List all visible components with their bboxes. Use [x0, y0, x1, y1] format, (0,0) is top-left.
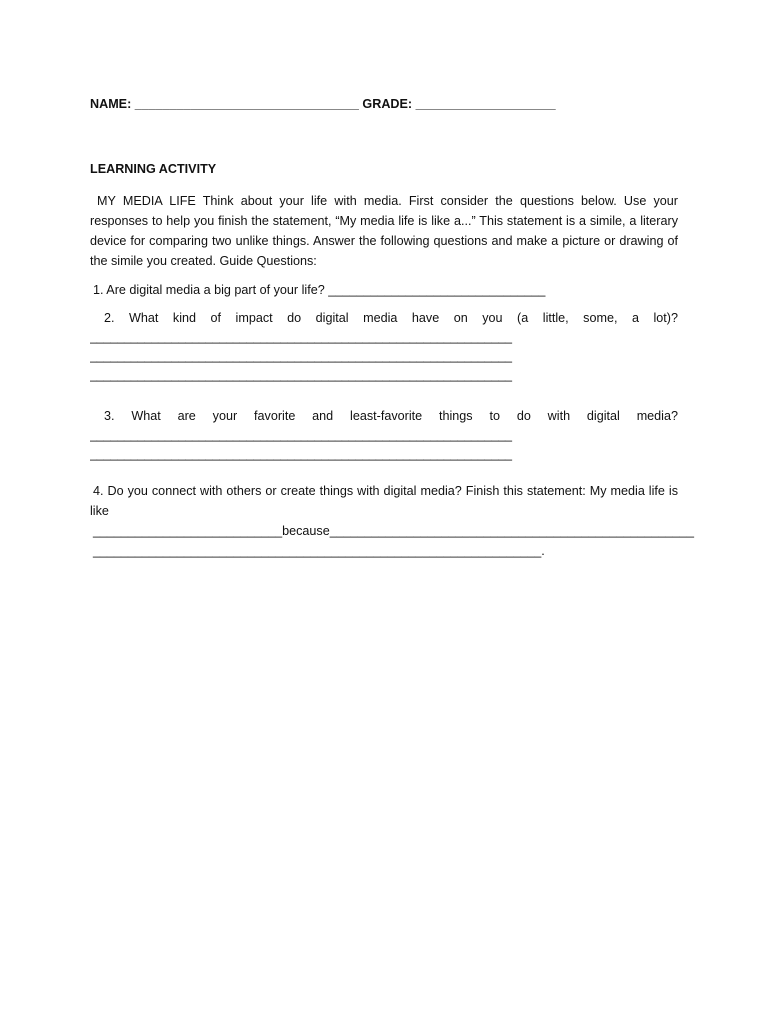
- grade-label: GRADE:: [362, 97, 413, 111]
- question-4-text: 4. Do you connect with others or create things with digital media? Finish this statement: My media life is like: [90, 484, 678, 518]
- question-1-text: 1. Are digital media a big part of your life?: [93, 283, 325, 297]
- because-label: because: [282, 524, 330, 538]
- question-1: [90, 280, 678, 300]
- section-title: LEARNING ACTIVITY: [90, 162, 217, 176]
- question-3-text: 3. What are your favorite and least-favorite things to do with digital media?: [104, 409, 678, 423]
- question-2-answer-line[interactable]: ______________________________________________________________: [90, 330, 512, 344]
- name-field[interactable]: ________________________________: [134, 97, 359, 111]
- question-4-simile-field[interactable]: ___________________________: [93, 524, 283, 538]
- question-2: [90, 308, 678, 385]
- question-4: [90, 481, 694, 561]
- grade-field[interactable]: ____________________: [415, 97, 556, 111]
- question-2-answer-line[interactable]: ______________________________________________________________: [90, 368, 512, 382]
- header-row: [90, 94, 678, 114]
- question-3-answer-line[interactable]: ______________________________________________________________: [90, 447, 512, 461]
- question-2-answer-line[interactable]: ______________________________________________________________: [90, 349, 512, 363]
- question-4-reason-field[interactable]: ____________________________________________________: [329, 524, 694, 538]
- question-1-answer-field[interactable]: _______________________________: [328, 283, 546, 297]
- question-4-blank-row: [90, 521, 694, 541]
- worksheet-page: [90, 94, 694, 561]
- question-3: [90, 406, 678, 464]
- name-label: NAME:: [90, 97, 132, 111]
- question-3-answer-line[interactable]: ______________________________________________________________: [90, 428, 512, 442]
- question-4-final-line[interactable]: ________________________________________________________________.: [93, 544, 545, 558]
- intro-paragraph: MY MEDIA LIFE Think about your life with media. First consider the questions below. Use your responses to help you finish the statement, “My media life is like a...” This statement is a simile, a literary device for comparing two unlike things. Answer the following questions and make a picture or drawing of the simile you created. Guide Questions:: [90, 194, 678, 268]
- question-2-text: 2. What kind of impact do digital media have on you (a little, some, a lot)?: [104, 311, 678, 325]
